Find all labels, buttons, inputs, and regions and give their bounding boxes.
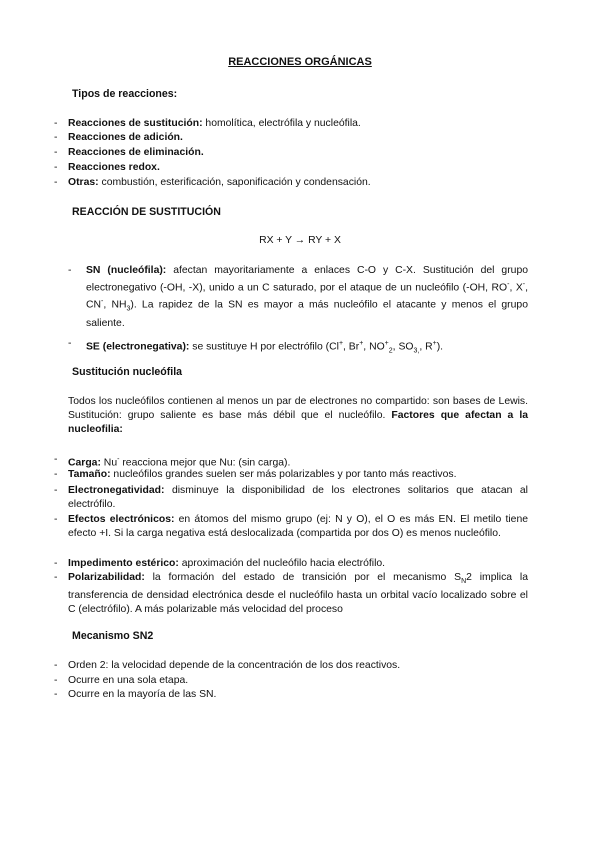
list-item-sn: - SN (nucleófila): afectan mayoritariamente a enlaces C-O y C-X. Sustitución del grupo electronegativo (-OH, -X), unido a un C saturado, por el ataque de un nucleófilo (-OH, RO-, X-, CN-, $NH_3$). La rapidez de la SN es mayor a más nucleófilo el atacante y menos el grupo saliente. [68, 265, 528, 330]
list-item-factor: - Tamaño: nucleófilos grandes suelen ser más polarizables y por tanto más reactivos. [54, 469, 457, 480]
reaction-equation: RX + Y → RY + X [259, 235, 341, 246]
paragraph-nucleofilos: Todos los nucleófilos contienen al menos un par de electrones no compartido: son bases de Lewis. Sustitución: grupo saliente es base más débil que el nucleófilo. Factores que afectan a la nucleofilia: [68, 396, 528, 435]
list-item-factor: - Impedimento estérico: aproximación del nucleófilo hacia electrófilo. [54, 558, 386, 569]
list-item: - Otras: combustión, esterificación, saponificación y condensación. [54, 177, 371, 188]
list-item-se: - SE (electronegativa): se sustituye H por electrófilo (Cl+, Br+, $NO^+_2$, $SO_{3,}$, R+). [68, 338, 444, 355]
list-item: - Reacciones de adición. [54, 132, 183, 143]
list-item: - Orden 2: la velocidad depende de la concentración de los dos reactivos. [54, 660, 401, 671]
list-item: - Reacciones de sustitución: homolítica, electrófila y nucleófila. [54, 118, 361, 129]
list-item: - Reacciones redox. [54, 162, 160, 173]
list-item: - Reacciones de eliminación. [54, 147, 204, 158]
list-item-factor: - Carga: Nu- reacciona mejor que Nu: (sin carga). [54, 454, 291, 469]
list-item: - Ocurre en la mayoría de las SN. [54, 689, 217, 700]
page-title: REACCIONES ORGÁNICAS [228, 56, 372, 68]
list-item: - Ocurre en una sola etapa. [54, 675, 189, 686]
section-heading-sn2: Mecanismo SN2 [72, 630, 154, 642]
list-item-factor: - Polarizabilidad: la formación del estado de transición por el mecanismo $S_N2$ implica la transferencia de densidad electrónica desde el nucleófilo hasta un orbital vacío localizado sobre el C (electrófilo). A más polarizable más velocidad del proceso [54, 572, 528, 616]
section-heading-sustitucion: REACCIÓN DE SUSTITUCIÓN [72, 206, 221, 218]
section-heading-nucleofila: Sustitución nucleófila [72, 366, 183, 378]
list-item-factor: - Efectos electrónicos: en átomos del mismo grupo (ej: N y O), el O es más EN. El metilo tiene efecto +I. Si la carga negativa está deslocalizada (compartida por dos O) es menos nucleófilo. [54, 514, 529, 539]
section-heading-tipos: Tipos de reacciones: [72, 88, 178, 100]
list-item-factor: - Electronegatividad: disminuye la disponibilidad de los electrones solitarios que atacan al electrófilo. [54, 485, 528, 510]
